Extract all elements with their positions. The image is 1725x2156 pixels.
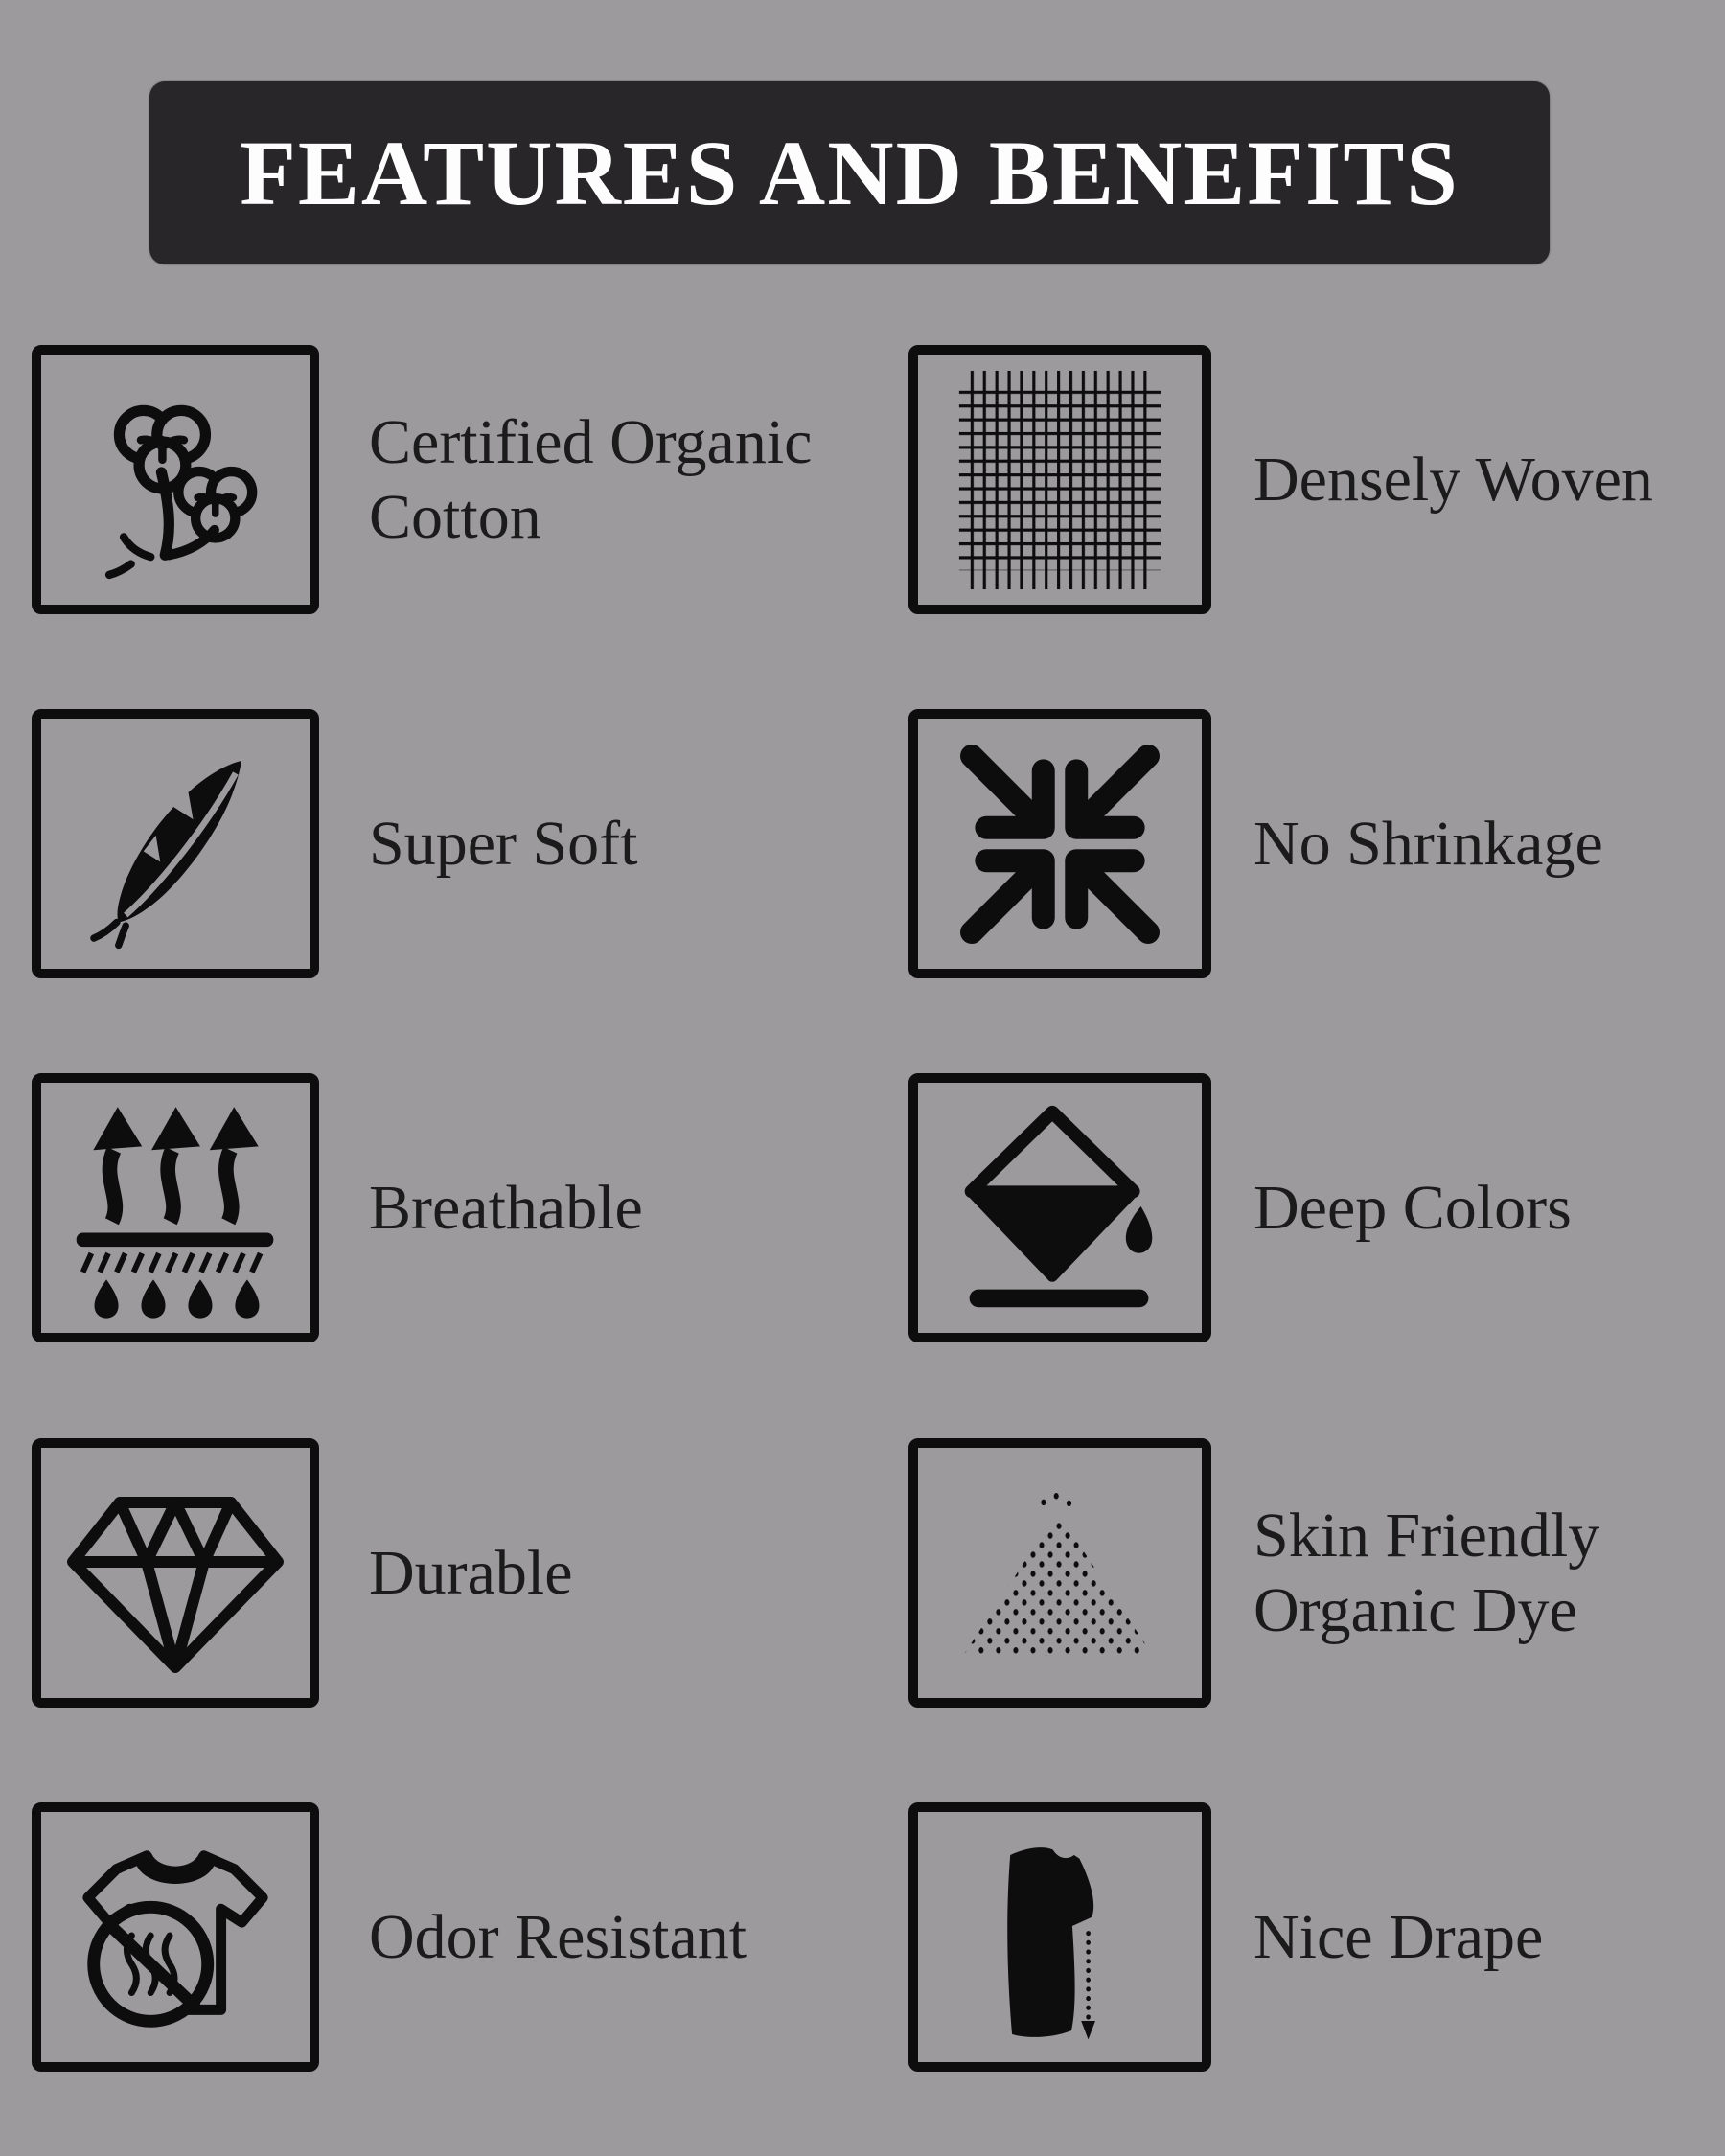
feature-box-breathable (32, 1073, 319, 1342)
feature-label (1254, 345, 1714, 614)
diamond-icon (57, 1462, 294, 1685)
feature-box-skin-friendly-dye (908, 1438, 1211, 1708)
no-odor-shirt-icon (61, 1823, 289, 2052)
feature-box-densely-woven (908, 345, 1211, 614)
cotton-flower-icon (68, 372, 284, 587)
dye-pour-icon (947, 1095, 1173, 1321)
feature-box-super-soft (32, 709, 319, 978)
feature-label (1254, 709, 1714, 978)
feature-box-durable (32, 1438, 319, 1708)
feature-label (1254, 1438, 1714, 1708)
feature-label-line2: Organic Dye (1254, 1574, 1577, 1645)
feature-box-odor-resistant (32, 1802, 319, 2072)
header-bar (150, 81, 1550, 264)
compress-arrows-icon (950, 734, 1170, 954)
feature-label-line1: Certified Organic (369, 406, 813, 477)
feature-label-line1: Odor Resistant (369, 1901, 748, 1972)
powder-pile-icon (951, 1464, 1169, 1683)
feature-box-organic-cotton (32, 345, 319, 614)
feature-label (1254, 1073, 1714, 1342)
feature-label-line1: Durable (369, 1537, 573, 1608)
feature-label (369, 1802, 906, 2072)
feature-label-line1: Skin Friendly (1254, 1500, 1600, 1571)
feature-box-nice-drape (908, 1802, 1211, 2072)
feature-label (369, 1438, 906, 1708)
feature-label-line1: Breathable (369, 1172, 643, 1243)
feature-label (369, 345, 906, 614)
feature-label-line1: Deep Colors (1254, 1172, 1572, 1243)
feature-box-deep-colors (908, 1073, 1211, 1342)
feature-label-line2: Cotton (369, 481, 541, 552)
feature-label-line1: Super Soft (369, 808, 638, 879)
feature-label (369, 709, 906, 978)
feature-box-no-shrinkage (908, 709, 1211, 978)
draped-shirt-icon (954, 1823, 1166, 2052)
woven-grid-icon (946, 362, 1174, 598)
page-title: FEATURES AND BENEFITS (240, 122, 1460, 224)
feature-label-line1: Nice Drape (1254, 1901, 1544, 1972)
feature-label-line1: Densely Woven (1254, 444, 1653, 515)
feature-label-line1: No Shrinkage (1254, 808, 1603, 879)
feature-label (369, 1073, 906, 1342)
feather-icon (69, 738, 282, 951)
breathable-arrows-icon (63, 1089, 288, 1327)
feature-label (1254, 1802, 1714, 2072)
